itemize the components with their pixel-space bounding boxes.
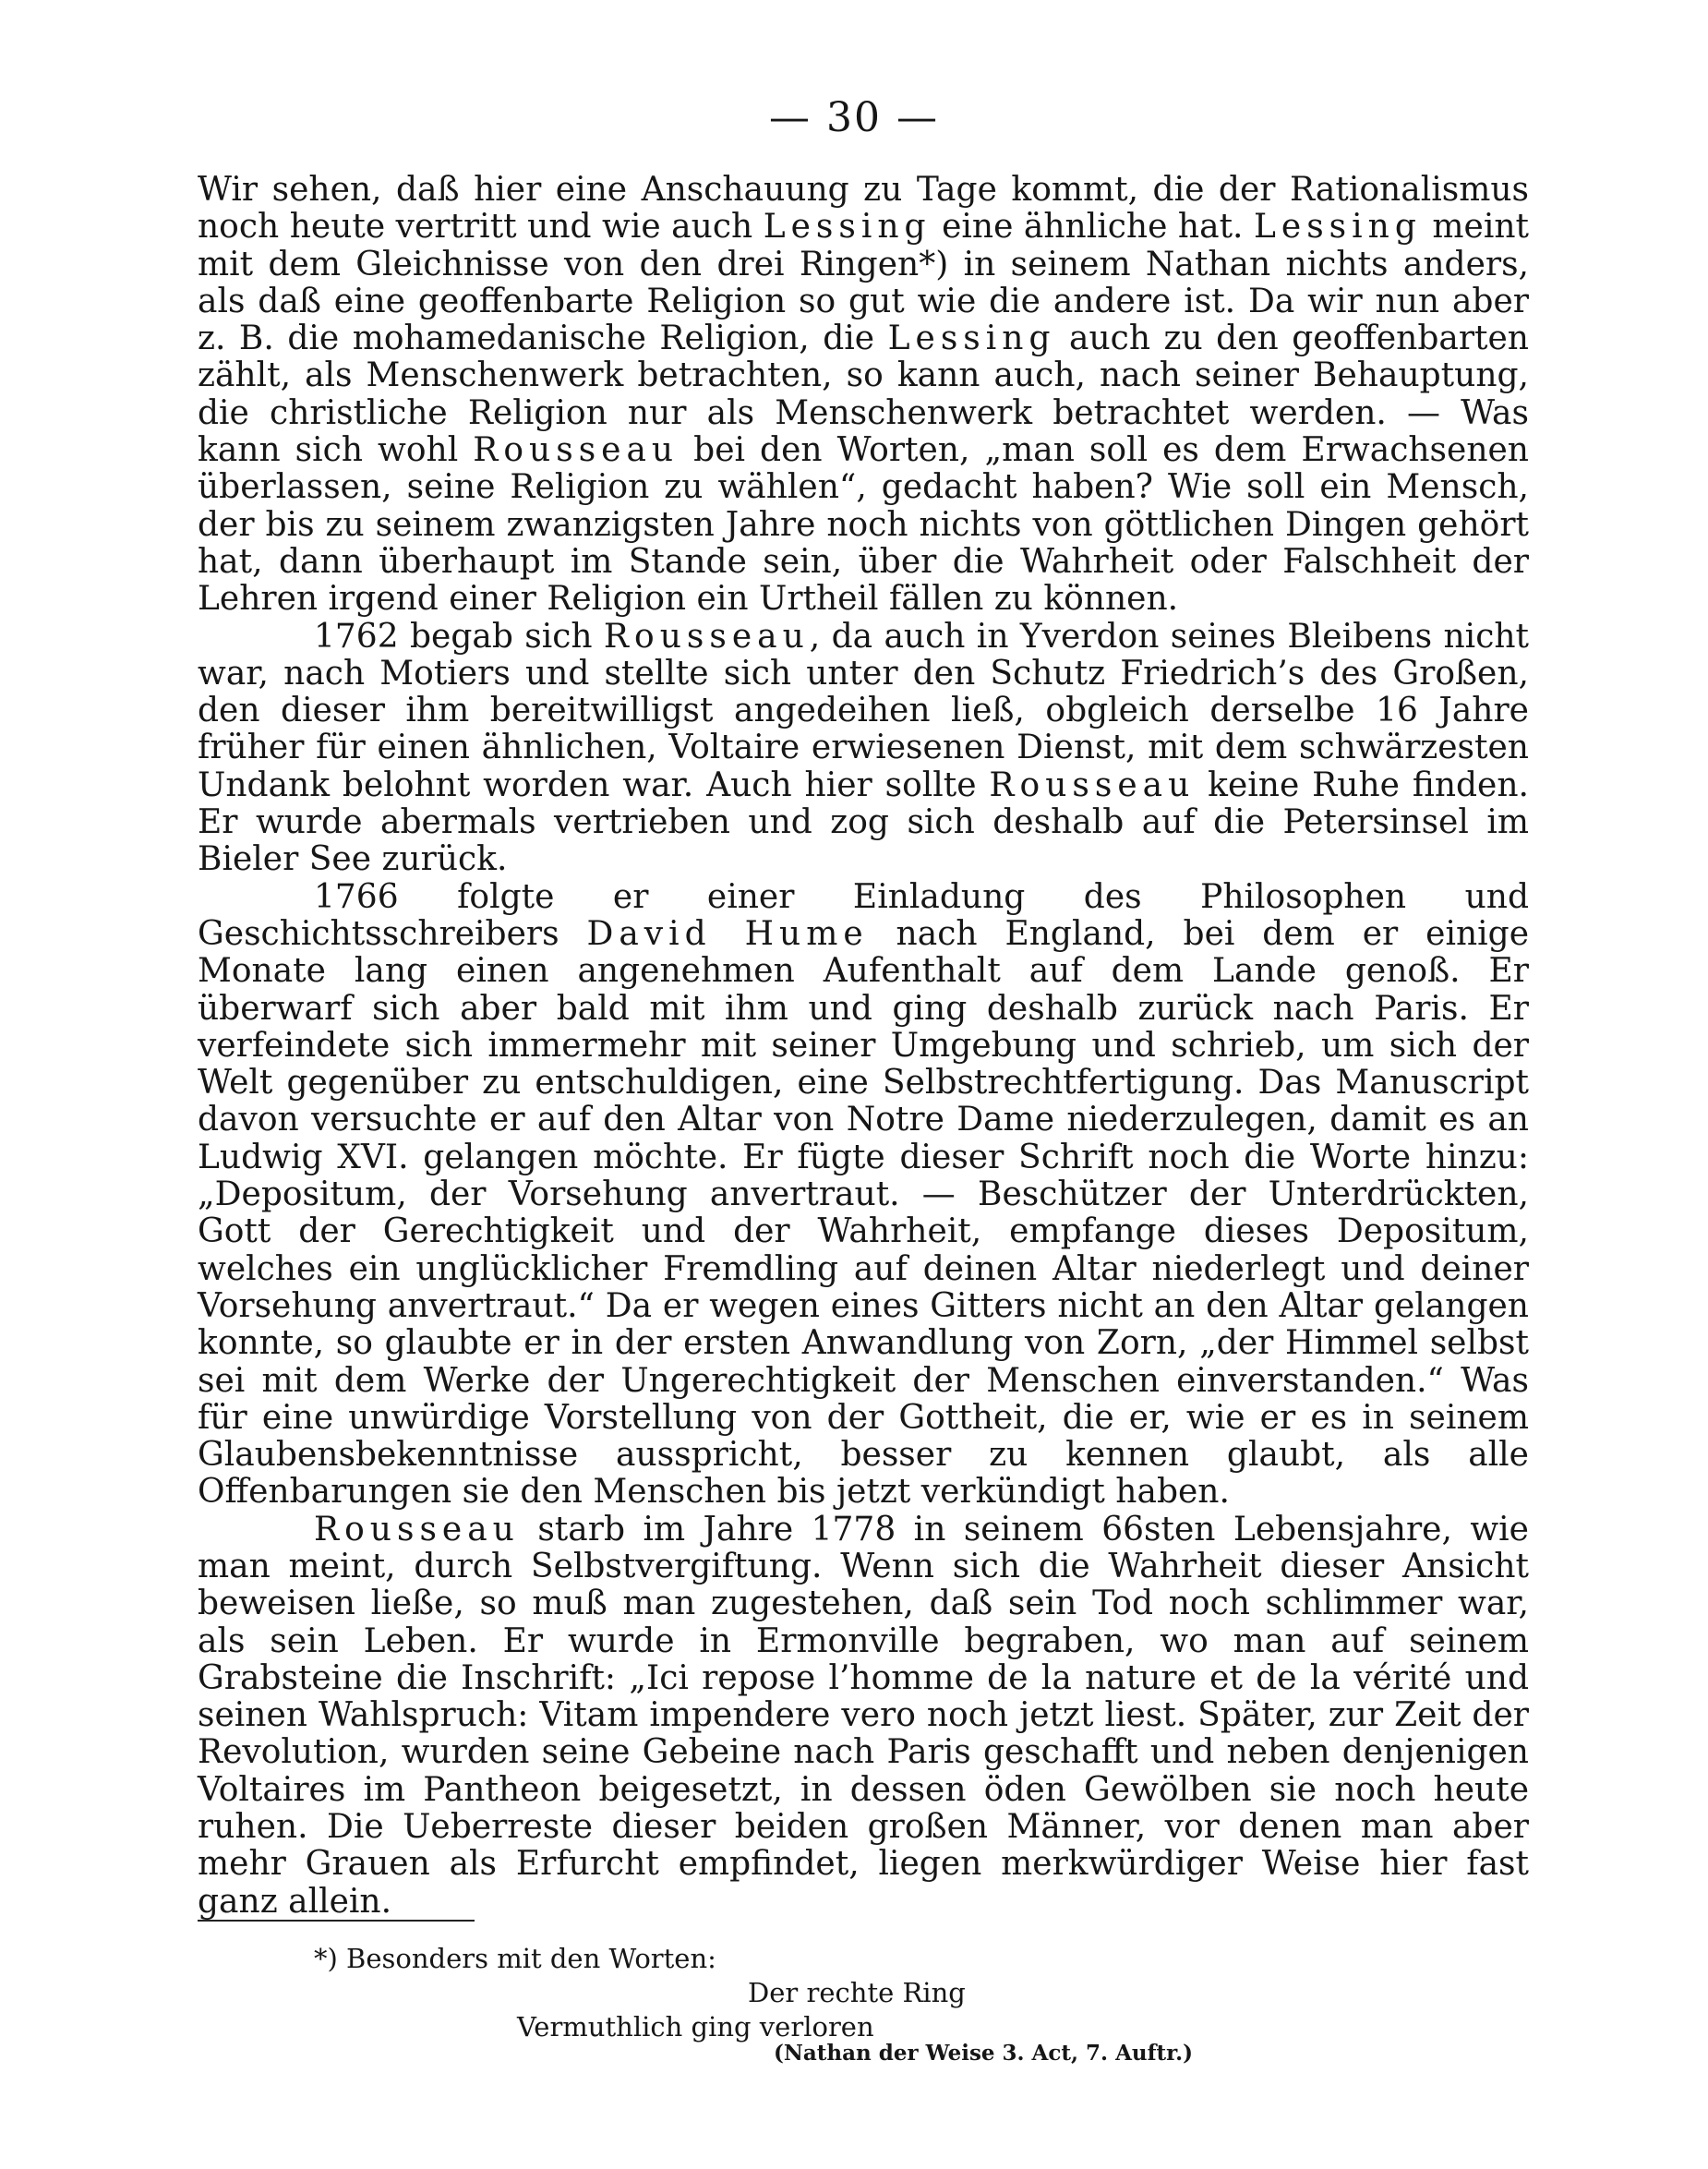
- footnote-rule: [198, 1920, 475, 1922]
- paragraph-rationalism: Wir sehen, daß hier eine Anschauung zu Tage kommt, die der Rationalismus noch heute vertritt und wie auch Lessing eine ähnliche hat. Lessing meint mit dem Gleichnisse von den drei Ringen*) in seinem Nathan nichts anders, als daß eine geoffenbarte Religion so gut wie die andere ist. Da wir nun aber z. B. die mohamedanische Religion, die Lessing auch zu den geoffenbarten zählt, als Menschenwerk betrachten, so kann auch, nach seiner Behauptung, die christliche Religion nur als Menschenwerk betrachtet werden. — Was kann sich wohl Rousseau bei den Worten, „man soll es dem Erwachsenen überlassen, seine Religion zu wählen“, gedacht haben? Wie soll ein Mensch, der bis zu seinem zwanzigsten Jahre noch nichts von göttlichen Dingen gehört hat, dann überhaupt im Stande sein, über die Wahrheit oder Falschheit der Lehren irgend einer Religion ein Urtheil fällen zu können.: [198, 171, 1529, 619]
- name-david-hume: David Hume: [586, 914, 869, 953]
- body-text: [198, 172, 1529, 1921]
- name-rousseau: Rousseau: [473, 431, 680, 470]
- name-lessing: Lessing: [887, 319, 1056, 358]
- footnote-verse-line-2: Vermuthlich ging verloren: [517, 2011, 874, 2042]
- name-rousseau: Rousseau: [314, 1510, 520, 1548]
- footnote-source: (Nathan der Weise 3. Act, 7. Auftr.): [774, 2041, 1194, 2066]
- footnote-verse-line-1: Der rechte Ring: [748, 1977, 966, 2008]
- name-lessing: Lessing: [763, 208, 932, 247]
- name-rousseau: Rousseau: [603, 617, 810, 656]
- page-number: — 30 —: [769, 94, 939, 141]
- paragraph-1766: 1766 folgte er einer Einladung des Philosophen und Geschichtsschreibers David Hume nach England, bei dem er einige Monate lang einen angenehmen Aufenthalt auf dem Lande genoß. Er überwarf sich aber bald mit ihm und ging deshalb zurück nach Paris. Er verfeindete sich immermehr mit seiner Umgebung und schrieb, um sich der Welt gegenüber zu entschuldigen, eine Selbstrechtfertigung. Das Manuscript davon versuchte er auf den Altar von Notre Dame niederzulegen, damit es an Ludwig XVI. gelangen möchte. Er fügte dieser Schrift noch die Worte hinzu: „Depositum, der Vorsehung anvertraut. — Beschützer der Unterdrückten, Gott der Gerechtigkeit und der Wahrheit, empfange dieses Depositum, welches ein unglücklicher Fremdling auf deinen Altar niederlegt und deiner Vorsehung anvertraut.“ Da er wegen eines Gitters nicht an den Altar gelangen konnte, so glaubte er in der ersten Anwandlung von Zorn, „der Himmel selbst sei mit dem Werke der Ungerechtigkeit der Menschen einverstanden.“ Was für eine unwürdige Vorstellung von der Gottheit, die er, wie er es in seinem Glaubensbekenntnisse ausspricht, besser zu kennen glaubt, als alle Offenbarungen sie den Menschen bis jetzt verkündigt haben.: [198, 877, 1529, 1512]
- name-rousseau: Rousseau: [989, 765, 1196, 804]
- paragraph-death: Rousseau starb im Jahre 1778 in seinem 66sten Lebensjahre, wie man meint, durch Selbstvergiftung. Wenn sich die Wahrheit dieser Ansicht beweisen ließe, so muß man zugestehen, daß sein Tod noch schlimmer war, als sein Leben. Er wurde in Ermonville begraben, wo man auf seinem Grabsteine die Inschrift: „Ici repose l’homme de la nature et de la vérité und seinen Wahlspruch: Vitam impendere vero noch jetzt liest. Später, zur Zeit der Revolution, wurden seine Gebeine nach Paris geschafft und neben denjenigen Voltaires im Pantheon beigesetzt, in dessen öden Gewölben sie noch heute ruhen. Die Ueberreste dieser beiden großen Männer, vor denen man aber mehr Grauen als Erfurcht empfindet, liegen merkwürdiger Weise hier fast ganz allein.: [198, 1510, 1529, 1921]
- paragraph-1762: 1762 begab sich Rousseau, da auch in Yverdon seines Bleibens nicht war, nach Motiers und stellte sich unter den Schutz Friedrich’s des Großen, den dieser ihm bereitwilligst angedeihen ließ, obgleich derselbe 16 Jahre früher für einen ähnlichen, Voltaire erwiesenen Dienst, mit dem schwärzesten Undank belohnt worden war. Auch hier sollte Rousseau keine Ruhe finden. Er wurde abermals vertrieben und zog sich deshalb auf die Petersinsel im Bieler See zurück.: [198, 617, 1530, 879]
- name-lessing: Lessing: [1253, 208, 1422, 247]
- footnote-intro: *) Besonders mit den Worten:: [314, 1943, 716, 1974]
